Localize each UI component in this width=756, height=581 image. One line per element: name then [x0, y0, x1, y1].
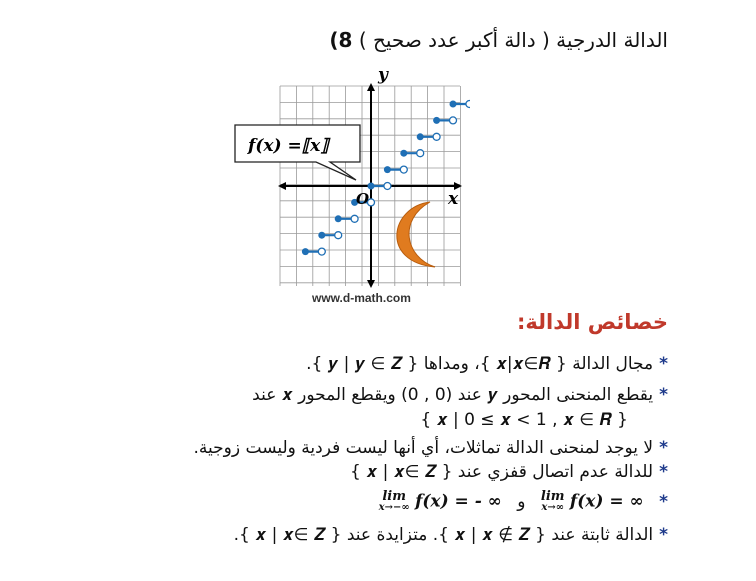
- property-text: مجال الدالة { 𝒙|𝒙∈𝑹 }، ومداها { 𝒚 | 𝒚 ∈ 𝒁 }.: [306, 354, 654, 374]
- closed-endpoint: [384, 166, 391, 173]
- x-axis-arrow-left: [278, 182, 286, 190]
- property-symmetry: [194, 438, 668, 458]
- limit-right-expr: f(x) = ∞: [569, 491, 644, 512]
- property-discontinuity: [350, 462, 668, 482]
- y-axis-arrow-up: [367, 83, 375, 91]
- function-label: f(x) =⟦x⟧: [248, 136, 329, 156]
- open-endpoint: [318, 248, 325, 255]
- property-monotonicity: [234, 525, 668, 545]
- property-intercepts-set: { 𝒙 | 0 ≤ 𝒙 < 1 , 𝒙 ∈ 𝑹 }: [420, 410, 628, 430]
- limit-right: lim x→∞: [540, 489, 565, 513]
- bullet: *: [659, 354, 668, 374]
- step-segments: [302, 101, 470, 256]
- open-endpoint: [433, 133, 440, 140]
- properties-heading: خصائص الدالة:: [517, 310, 668, 334]
- property-text: للدالة عدم اتصال قفزي عند { 𝒙 | 𝒙∈ 𝒁 }: [350, 462, 654, 482]
- conjunction: و: [517, 491, 526, 512]
- property-text: الدالة ثابتة عند { 𝒙 | 𝒙 ∉ 𝒁 }. متزايدة عند { 𝒙 | 𝒙∈ 𝒁 }.: [233, 525, 654, 545]
- bullet: *: [659, 525, 668, 545]
- closed-endpoint: [433, 117, 440, 124]
- property-text: لا يوجد لمنحنى الدالة تماثلات، أي أنها ليست فردية وليست زوجية.: [193, 438, 654, 458]
- property-domain-range: [306, 354, 668, 374]
- closed-endpoint: [368, 183, 375, 190]
- x-axis-label: x: [448, 189, 459, 209]
- open-endpoint: [335, 232, 342, 239]
- closed-endpoint: [400, 150, 407, 157]
- bullet: *: [659, 385, 668, 405]
- open-endpoint: [450, 117, 457, 124]
- closed-endpoint: [318, 232, 325, 239]
- open-endpoint: [466, 101, 470, 108]
- y-axis-arrow-down: [367, 280, 375, 288]
- closed-endpoint: [417, 133, 424, 140]
- bullet: *: [659, 491, 668, 512]
- property-end-behavior: [379, 490, 668, 513]
- crescent-logo: [397, 202, 435, 267]
- open-endpoint: [400, 166, 407, 173]
- limit-left-expr: f(x) = - ∞: [415, 491, 502, 512]
- property-text: يقطع المنحنى المحور 𝒚 عند (0 , 0) ويقطع المحور 𝒙 عند: [252, 385, 654, 405]
- step-function-graph: [230, 62, 470, 307]
- page-title: [329, 28, 668, 52]
- property-intercepts: [252, 385, 668, 405]
- bullet: *: [659, 462, 668, 482]
- title-text: الدالة الدرجية ( دالة أكبر عدد صحيح ): [358, 28, 668, 52]
- open-endpoint: [417, 150, 424, 157]
- y-axis-label: y: [378, 65, 388, 85]
- closed-endpoint: [302, 248, 309, 255]
- origin-label: O: [356, 190, 370, 208]
- limit-left: lim x→−∞: [378, 489, 410, 513]
- closed-endpoint: [450, 101, 457, 108]
- open-endpoint: [384, 183, 391, 190]
- bullet: *: [659, 438, 668, 458]
- closed-endpoint: [335, 215, 342, 222]
- watermark: www.d-math.com: [312, 291, 411, 305]
- open-endpoint: [351, 215, 358, 222]
- question-number: 8): [329, 28, 353, 52]
